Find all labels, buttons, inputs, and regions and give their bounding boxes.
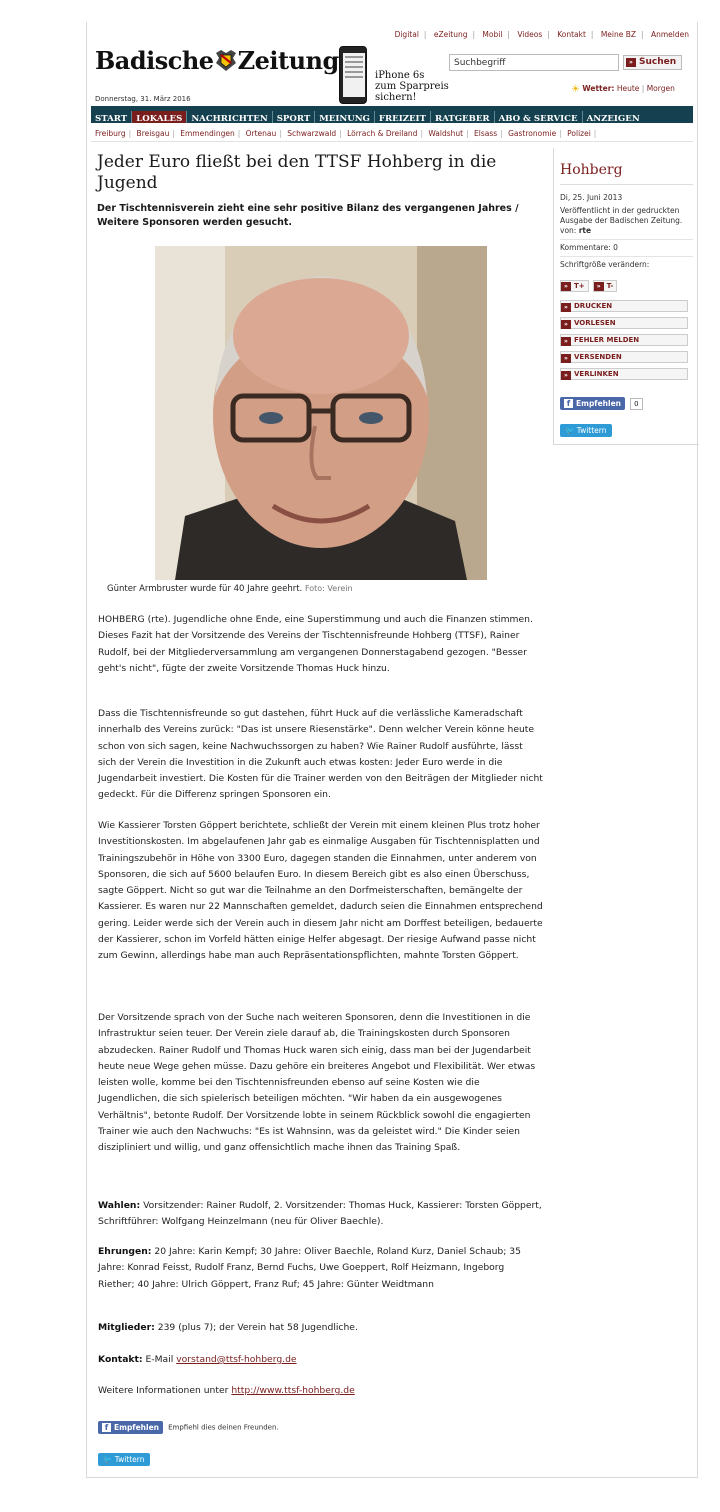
nav-freizeit[interactable]: FREIZEIT bbox=[375, 111, 431, 123]
mitglieder-label: Mitglieder: bbox=[98, 1322, 155, 1333]
facebook-icon: f bbox=[102, 1423, 111, 1432]
current-date: Donnerstag, 31. März 2016 bbox=[95, 95, 191, 103]
kontakt-prefix: E-Mail bbox=[145, 1354, 174, 1365]
mitglieder-paragraph bbox=[98, 1320, 543, 1336]
top-link-ezeitung[interactable]: eZeitung bbox=[433, 30, 468, 39]
subnav-schwarzwald[interactable]: Schwarzwald bbox=[287, 129, 337, 138]
weitere-paragraph bbox=[98, 1383, 543, 1399]
promo-line-3: sichern! bbox=[375, 92, 417, 103]
subnav-gastronomie[interactable]: Gastronomie bbox=[508, 129, 557, 138]
weather-label: Wetter: bbox=[582, 84, 615, 93]
page bbox=[86, 22, 698, 1478]
promo-line-2: zum Sparpreis bbox=[375, 81, 449, 92]
portrait-image bbox=[155, 246, 487, 580]
sidebar-twitter-button[interactable]: 🐦 Twittern bbox=[560, 424, 612, 437]
sidebar-date: Di, 25. Juni 2013 bbox=[560, 193, 623, 202]
forward-icon: » bbox=[561, 371, 571, 380]
main-nav bbox=[91, 106, 693, 123]
sidebar bbox=[553, 148, 699, 445]
facebook-count: 0 bbox=[630, 398, 642, 410]
weitere-text: Weitere Informationen unter bbox=[98, 1385, 229, 1396]
sidebar-comments[interactable]: Kommentare: 0 bbox=[560, 243, 618, 252]
subnav-waldshut[interactable]: Waldshut bbox=[428, 129, 464, 138]
phone-promo-image[interactable] bbox=[339, 46, 367, 104]
search-input[interactable] bbox=[449, 54, 619, 71]
forward-icon: » bbox=[594, 282, 604, 291]
sidebar-author: von: rte bbox=[560, 226, 592, 235]
link-button[interactable]: » VERLINKEN bbox=[560, 368, 688, 380]
top-link-mobil[interactable]: Mobil bbox=[482, 30, 503, 39]
article-share-twitter bbox=[98, 1447, 150, 1466]
wahlen-label: Wahlen: bbox=[98, 1200, 141, 1211]
article-paragraph-4: Der Vorsitzende sprach von der Suche nach weiteren Sponsoren, denn die Investitionen in die Infrastruktur seien teuer. Der Verein ziele darauf ab, die Trainingskosten durch Sponsoren abzudecken. Rainer Rudolf und Thomas Huck waren sich einig, dass man bei der Jugendarbeit heute neue Wege gehen müsse. Dazu gehöre ein breiteres Angebot und Flexibilität. Wer etwas leisten wolle, komme bei den Tischtennisfreunden ebenso auf seine Kosten wie die Jugendlichen, die sich spielerisch beteiligen möchten. "Wir haben da ein ausgewogenes Verhältnis", betonte Rudolf. Der Vorsitzende lobte in seinem Rückblick sowohl die engagierten Trainer wie auch den Nachwuchs: "Es ist Wahnsinn, was da geleistet wird." Die Kinder seien diszipliniert und willig, und ganz offensichtlich mache ihnen das Training Spaß. bbox=[98, 1012, 536, 1154]
font-size-controls bbox=[560, 273, 693, 292]
sidebar-facebook-button[interactable]: f Empfehlen bbox=[560, 397, 625, 410]
nav-ratgeber[interactable]: RATGEBER bbox=[431, 111, 495, 123]
mitglieder-text: 239 (plus 7); der Verein hat 58 Jugendliche. bbox=[157, 1322, 358, 1333]
font-size-increase-button[interactable]: » T+ bbox=[560, 280, 589, 292]
article-teaser: Der Tischtennisverein zieht eine sehr positive Bilanz des vergangenen Jahres / Weitere Sponsoren werden gesucht. bbox=[97, 203, 519, 228]
weather-today-link[interactable]: Heute bbox=[616, 84, 640, 93]
subnav-elsass[interactable]: Elsass bbox=[474, 129, 498, 138]
forward-icon: » bbox=[561, 354, 571, 363]
print-button[interactable]: » DRUCKEN bbox=[560, 300, 688, 312]
promo-text[interactable] bbox=[375, 70, 449, 103]
photo-credit: Foto: Verein bbox=[304, 584, 353, 593]
kontakt-paragraph bbox=[98, 1352, 543, 1368]
article-photo[interactable] bbox=[155, 246, 487, 580]
subnav-emmendingen[interactable]: Emmendingen bbox=[180, 129, 235, 138]
subnav-freiburg[interactable]: Freiburg bbox=[95, 129, 126, 138]
logo-text-left: Badische bbox=[95, 46, 214, 75]
weather-widget: ☀ Wetter: Heute | Morgen bbox=[571, 84, 675, 95]
article-paragraph-2: Dass die Tischtennisfreunde so gut dastehen, führt Huck auf die verlässliche Kameradschaft innerhalb des Vereins zurück: "Das ist unsere Riesenstärke". Denn welcher Verein könne heute schon von sich sagen, keine Nachwuchssorgen zu haben? Wie Rainer Rudolf ausführte, lässt sich der Verein die Investition in die Zukunft auch etwas kosten: Jeder Euro werde in die Jugendarbeit investiert. Die Kosten für die Trainer werden von den Beiträgen der Mitglieder nicht gedeckt. Für die Differenz springen Sponsoren ein. bbox=[98, 708, 543, 801]
promo-line-1: iPhone 6s bbox=[375, 70, 425, 81]
header bbox=[87, 22, 699, 104]
twitter-button[interactable]: 🐦 Twittern bbox=[98, 1453, 150, 1466]
send-button[interactable]: » VERSENDEN bbox=[560, 351, 688, 363]
ehrungen-text: 20 Jahre: Karin Kempf; 30 Jahre: Oliver Baechle, Roland Kurz, Daniel Schaub; 35 Jahre: Konrad Feisst, Rudolf Franz, Bernd Fuchs, Uwe Goeppert, Rolf Heizmann, Ingeborg Riether; 40 Jahre: Ulrich Göppert, Franz Ruf; 45 Jahre: Günter Weidtmann bbox=[98, 1246, 521, 1290]
wahlen-text: Vorsitzender: Rainer Rudolf, 2. Vorsitzender: Thomas Huck, Kassierer: Torsten Göppert, Schriftführer: Wolfgang Heinzelmann (neu für Oliver Baechle). bbox=[98, 1200, 542, 1228]
subnav-loerrach[interactable]: Lörrach & Dreiland bbox=[347, 129, 418, 138]
ehrungen-label: Ehrungen: bbox=[98, 1246, 152, 1257]
subnav-ortenau[interactable]: Ortenau bbox=[245, 129, 277, 138]
top-links: Digital | eZeitung | Mobil | Videos | Kontakt | Meine BZ | Anmelden bbox=[394, 30, 689, 39]
top-link-kontakt[interactable]: Kontakt bbox=[557, 30, 586, 39]
nav-start[interactable]: START bbox=[91, 111, 132, 123]
top-link-meine-bz[interactable]: Meine BZ bbox=[600, 30, 637, 39]
facebook-recommend-text: Empfiehl dies deinen Freunden. bbox=[168, 1423, 279, 1432]
read-aloud-button[interactable]: » VORLESEN bbox=[560, 317, 688, 329]
forward-icon: » bbox=[561, 303, 571, 312]
forward-icon: » bbox=[561, 320, 571, 329]
logo-text-right: Zeitung bbox=[237, 46, 339, 75]
sidebar-font-label: Schriftgröße verändern: bbox=[560, 260, 650, 269]
ehrungen-paragraph bbox=[98, 1244, 543, 1293]
subnav-breisgau[interactable]: Breisgau bbox=[136, 129, 170, 138]
website-link[interactable]: http://www.ttsf-hohberg.de bbox=[231, 1385, 355, 1396]
nav-anzeigen[interactable]: ANZEIGEN bbox=[586, 114, 640, 123]
sub-nav: Freiburg | Breisgau | Emmendingen | Ortenau | Schwarzwald | Lörrach & Dreiland | Waldshut | Elsass | Gastronomie | Polizei | bbox=[91, 126, 693, 142]
nav-abo-service[interactable]: ABO & SERVICE bbox=[495, 111, 583, 123]
crest-icon bbox=[213, 47, 239, 73]
article-headline: Jeder Euro fließt bei den TTSF Hohberg in die Jugend bbox=[97, 152, 497, 193]
article-share-facebook bbox=[98, 1417, 279, 1436]
article-paragraph-3: Wie Kassierer Torsten Göppert berichtete, schließt der Verein mit einem kleinen Plus trotz hoher Investitionskosten. Im abgelaufenen Jahr gab es einmalige Ausgaben für Tischtennisplatten und Trainingszubehör in Höhe von 3300 Euro, dagegen standen die Einnahmen, unter anderem von Sponsoren, die sich auf 5600 belaufen Euro. In diesem Bereich gibt es also einen Überschuss, sagte Göppert. Nicht so gut war die Teilnahme an den Dorfmeisterschaften, bemängelte der Kassierer. Es waren nur 22 Mannschaften gemeldet, dadurch seien die Einnahmen entsprechend gering. Leider werde sich der Verein auch in diesem Jahr nicht am Dorffest beteiligen, bedauerte der Kassierer, schon im Vorfeld hätten einige Helfer abgesagt. Der riesige Aufwand passe nicht zum Gewinn, allerdings habe man auch Repräsentationspflichten, mahnte Torsten Göppert. bbox=[98, 820, 543, 962]
sun-icon: ☀ bbox=[571, 84, 580, 95]
nav-meinung[interactable]: MEINUNG bbox=[315, 111, 375, 123]
nav-sport[interactable]: SPORT bbox=[273, 111, 316, 123]
twitter-icon: 🐦 bbox=[103, 1455, 113, 1464]
facebook-icon: f bbox=[564, 399, 573, 408]
facebook-recommend-button[interactable]: f Empfehlen bbox=[98, 1421, 163, 1434]
sidebar-print-note: Veröffentlicht in der gedruckten Ausgabe der Badischen Zeitung. bbox=[560, 206, 683, 225]
caption-text: Günter Armbruster wurde für 40 Jahre geehrt. bbox=[107, 584, 303, 594]
font-size-decrease-button[interactable]: » T- bbox=[593, 280, 618, 292]
nav-lokales[interactable]: LOKALES bbox=[132, 111, 187, 123]
twitter-icon: 🐦 bbox=[565, 426, 575, 435]
sidebar-location[interactable]: Hohberg bbox=[560, 162, 693, 185]
site-logo[interactable] bbox=[95, 46, 339, 75]
nav-nachrichten[interactable]: NACHRICHTEN bbox=[187, 111, 272, 123]
top-link-videos[interactable]: Videos bbox=[517, 30, 543, 39]
top-link-anmelden[interactable]: Anmelden bbox=[650, 30, 689, 39]
search-button[interactable]: » Suchen bbox=[623, 55, 682, 70]
kontakt-email-link[interactable]: vorstand@ttsf-hohberg.de bbox=[176, 1354, 297, 1365]
sidebar-facebook-share bbox=[560, 393, 693, 412]
subnav-polizei[interactable]: Polizei bbox=[567, 129, 591, 138]
sidebar-twitter-share bbox=[560, 418, 693, 437]
forward-icon: » bbox=[626, 58, 636, 67]
top-link-digital[interactable]: Digital bbox=[394, 30, 419, 39]
weather-tomorrow-link[interactable]: Morgen bbox=[646, 84, 675, 93]
forward-icon: » bbox=[561, 282, 571, 291]
wahlen-paragraph bbox=[98, 1198, 543, 1231]
report-error-button[interactable]: » FEHLER MELDEN bbox=[560, 334, 688, 346]
article-paragraph-1: HOHBERG (rte). Jugendliche ohne Ende, eine Superstimmung und auch die Finanzen stimmen. Dieses Fazit hat der Vorsitzende des Vereins der Tischtennisfreunde Hohberg (TTSF), Rainer Rudolf, bei der Mitgliederversammlung am vergangenen Donnerstagabend gezogen. "Besser geht's nicht", fügte der zweite Vorsitzende Thomas Huck hinzu. bbox=[98, 614, 533, 674]
kontakt-label: Kontakt: bbox=[98, 1354, 143, 1365]
photo-caption bbox=[107, 584, 353, 594]
forward-icon: » bbox=[561, 337, 571, 346]
